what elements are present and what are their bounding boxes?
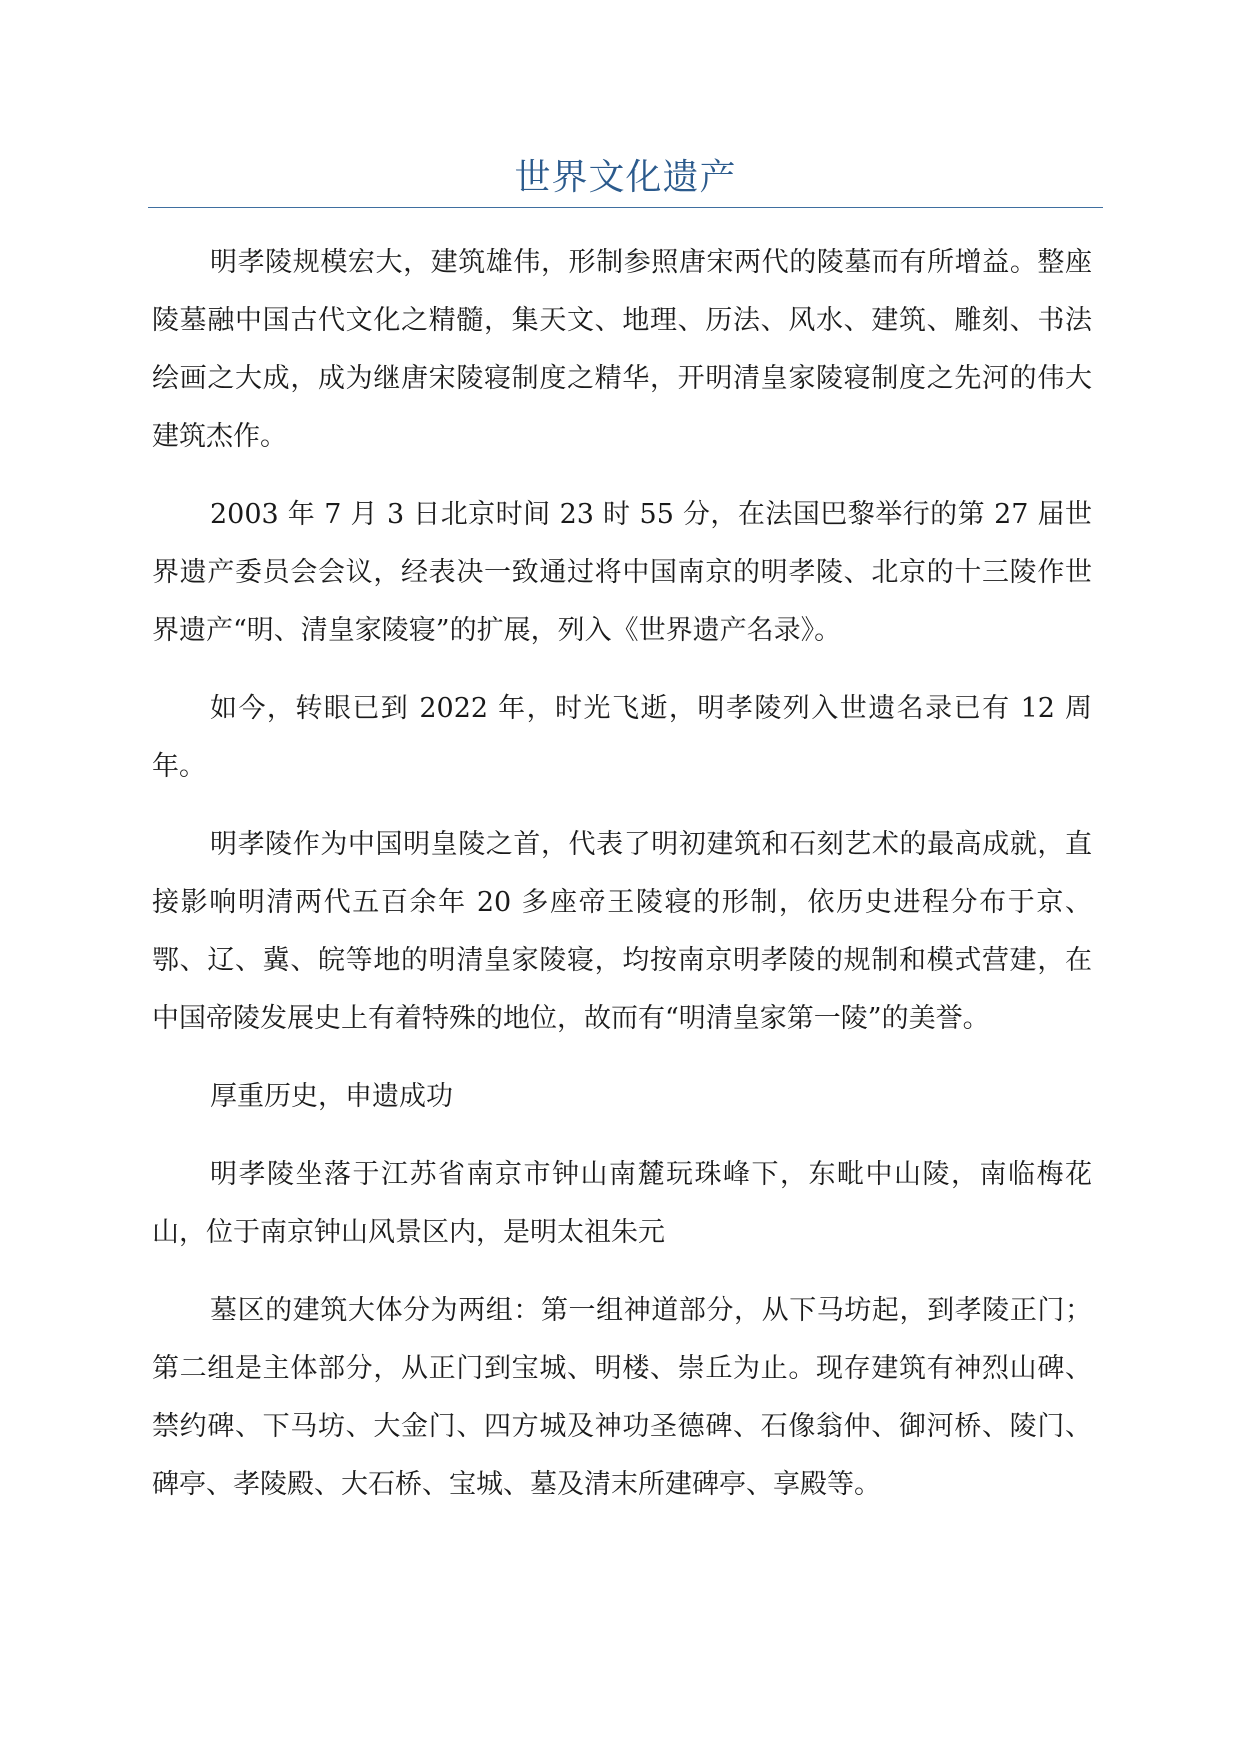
title-divider: [148, 207, 1103, 208]
paragraph: 2003 年 7 月 3 日北京时间 23 时 55 分，在法国巴黎举行的第 27 届世界遗产委员会会议，经表决一致通过将中国南京的明孝陵、北京的十三陵作世界遗产“明、清皇家陵寝”的扩展，列入《世界遗产名录》。: [152, 499, 1092, 646]
section-heading: 厚重历史，申遗成功: [210, 1081, 453, 1112]
paragraph: 明孝陵规模宏大，建筑雄伟，形制参照唐宋两代的陵墓而有所增益。整座陵墓融中国古代文化之精髓，集天文、地理、历法、风水、建筑、雕刻、书法绘画之大成，成为继唐宋陵寝制度之精华，开明清皇家陵寝制度之先河的伟大建筑杰作。: [152, 247, 1092, 452]
paragraph: 明孝陵坐落于江苏省南京市钟山南麓玩珠峰下，东毗中山陵，南临梅花山，位于南京钟山风景区内，是明太祖朱元: [152, 1159, 1092, 1248]
paragraph: 墓区的建筑大体分为两组：第一组神道部分，从下马坊起，到孝陵正门；第二组是主体部分，从正门到宝城、明楼、崇丘为止。现存建筑有神烈山碑、禁约碑、下马坊、大金门、四方城及神功圣德碑、石像翁仲、御河桥、陵门、碑亭、孝陵殿、大石桥、宝城、墓及清末所建碑亭、享殿等。: [152, 1295, 1092, 1500]
paragraph: 如今，转眼已到 2022 年，时光飞逝，明孝陵列入世遗名录已有 12 周年。: [152, 693, 1092, 782]
page-title: 世界文化遗产: [514, 157, 737, 198]
paragraph: 明孝陵作为中国明皇陵之首，代表了明初建筑和石刻艺术的最高成就，直接影响明清两代五百余年 20 多座帝王陵寝的形制，依历史进程分布于京、鄂、辽、冀、皖等地的明清皇家陵寝，均按南京明孝陵的规制和模式营建，在中国帝陵发展史上有着特殊的地位，故而有“明清皇家第一陵”的美誉。: [152, 829, 1092, 1034]
article-body: [152, 234, 1092, 1534]
